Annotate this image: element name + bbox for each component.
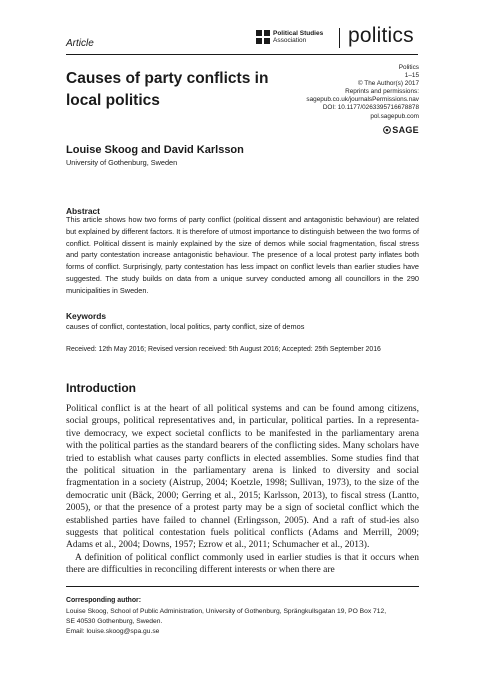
abstract-heading: Abstract — [66, 206, 100, 216]
logo-separator — [339, 28, 340, 48]
psa-mark-icon — [256, 30, 270, 44]
header-divider — [66, 54, 418, 55]
psa-logo-line1: Political Studies — [273, 30, 324, 37]
keywords-heading: Keywords — [66, 311, 107, 321]
pubinfo-doi[interactable]: DOI: 10.1177/0263395716678878 — [322, 104, 419, 112]
abstract-text: This article shows how two forms of party conflict (political dissent and antagonistic behaviour) are related but explained by different factors. It is therefore of utmost importance to distinguish between the two forms of conflict. Political dissent is mainly explained by the size of demos while social fragmentation, fiscal stress and party contestation increase antagonistic behaviour. The presence of a local protest party inflates both forms of conflict. Surprisingly, party contestation has less impact on conflict levels than earlier studies have suggested. The study builds on data from a unique survey conducted among all councillors in the 290 municipalities in Sweden. — [66, 215, 419, 295]
sage-logo-text: SAGE — [392, 125, 419, 135]
psa-logo-text — [273, 30, 323, 44]
introduction-body — [66, 403, 419, 577]
psa-logo-line2: Association — [273, 37, 307, 44]
footer-divider — [66, 586, 419, 587]
introduction-paragraph: Political conflict is at the heart of all political systems and can be found among citizens, social groups, political representatives and, in particular, political parties. In a representa-tive democracy, we expect societal conflicts to be manifested in the parliamentary arena with the political parties as the standard bearers of the conflicting sides. Many scholars have tried to establish what causes party conflicts in elected assemblies. Some studies find that the political situation in the parliamentary arena is linked to diversity and social fragmentation in a society (Aistrup, 2004; Koetzle, 1998; Sullivan, 1973), to the size of the democratic unit (Bäck, 2000; Gerring et al., 2015; Karlsson, 2013), to fiscal stress (Lantto, 2005), or that the presence of a protest party may be a sign of societal conflict which the established parties have failed to channel (Erlingsson, 2005). And a raft of stud-ies also suggests that political contestation fuels political conflicts (Adams and Merrill, 2009; Adams et al., 2004; Downs, 1957; Ezrow et al., 2011; Schumacher et al., 2013). — [66, 404, 419, 551]
corresponding-author-details — [66, 607, 419, 637]
pubinfo-permissions-link[interactable]: sagepub.co.uk/journalsPermissions.nav — [306, 96, 419, 104]
pubinfo-pages: 1–15 — [404, 72, 419, 80]
pubinfo-website[interactable]: pol.sagepub.com — [370, 112, 419, 120]
corresponding-author-email[interactable]: Email: louise.skoog@spa.gu.se — [66, 628, 160, 635]
pubinfo-journal: Politics — [398, 64, 419, 71]
corresponding-author-city: SE 40530 Gothenburg, Sweden. — [66, 618, 163, 625]
psa-logo — [256, 30, 323, 44]
keywords-text: causes of conflict, contestation, local politics, party conflict, size of demos — [66, 322, 305, 331]
sage-icon — [383, 126, 391, 134]
article-type-label: Article — [66, 38, 94, 49]
pubinfo-copyright: © The Author(s) 2017 — [357, 80, 419, 88]
corresponding-author-address: Louise Skoog, School of Public Administration, University of Gothenburg, Sprängkullsgatan 19, PO Box 712, — [66, 608, 387, 615]
affiliation: University of Gothenburg, Sweden — [66, 158, 178, 167]
introduction-heading: Introduction — [66, 381, 136, 395]
publication-info — [306, 64, 419, 121]
submission-dates: Received: 12th May 2016; Revised version received: 5th August 2016; Accepted: 25th September 2016 — [66, 346, 381, 353]
article-title: Causes of party conflicts in local politics — [66, 70, 269, 109]
journal-name: politics — [348, 24, 414, 47]
corresponding-author-heading: Corresponding author: — [66, 597, 142, 604]
pubinfo-reprints: Reprints and permissions: — [345, 88, 419, 96]
authors: Louise Skoog and David Karlsson — [66, 144, 244, 156]
introduction-paragraph: A definition of political conflict commonly used in earlier studies is that it occurs when there are difficulties in reconciling different interests or when there are — [66, 552, 419, 576]
sage-logo — [383, 125, 419, 135]
